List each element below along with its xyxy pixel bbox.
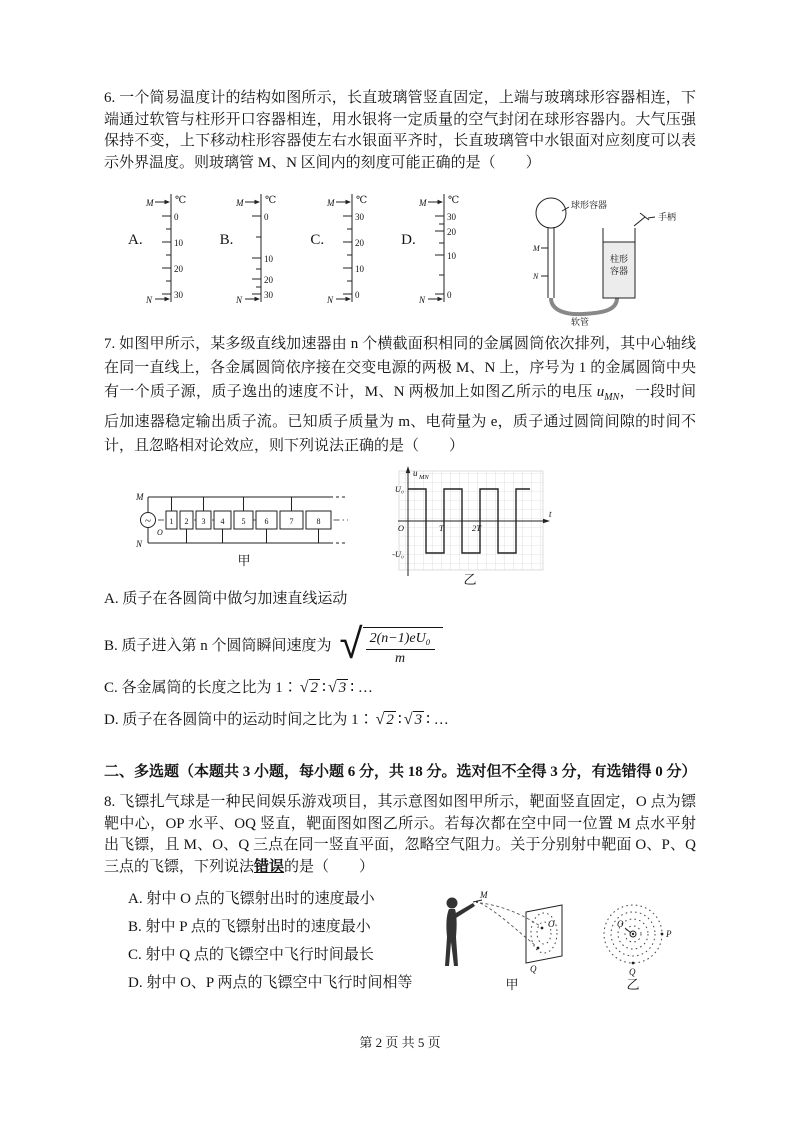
m-arrow: [255, 200, 261, 204]
q8-option-d-text: D. 射中 O、P 两点的飞镖空中飞行时间相等: [128, 975, 413, 991]
y-axis-subscript: MN: [419, 474, 429, 481]
cylinders: [166, 511, 331, 529]
wire-n-label: N: [136, 539, 143, 549]
q7-stem-text-2: ，一段时间后加速器稳定输出质子流。已知质子质量为 m、电荷量为 e，质子通过圆筒间隙的时间不计，且忽略相对论效应，则下列说法正确的是（ ）: [104, 384, 696, 454]
radical-sign: √: [327, 679, 337, 696]
radicand: 2: [310, 680, 319, 696]
cylinder-number-6: 6: [264, 517, 269, 526]
m-arrow: [164, 200, 170, 204]
period-t-label: T: [439, 523, 444, 533]
cylinder-number-2: 2: [184, 517, 189, 526]
q8-option-a: [128, 888, 418, 910]
sqrt-2: [300, 677, 320, 699]
question-7-stem: [104, 332, 696, 458]
target-p-label: P: [666, 929, 672, 939]
trajectory-to-o: [480, 903, 540, 926]
q7-option-a: [104, 588, 696, 610]
target-q-dot: [632, 962, 635, 965]
sqrt-3: [404, 709, 424, 731]
thermometer-scale-c: [326, 186, 390, 308]
dart-game-figures: [430, 890, 692, 995]
question-8-options-and-figures: [104, 888, 696, 1000]
q8-option-b: [128, 916, 418, 938]
fraction-numerator: 2(n−1)eU₀: [366, 631, 435, 650]
radical-sign: √: [299, 679, 309, 696]
radical-sign: √: [403, 711, 413, 728]
q8-option-c-text: C. 射中 Q 点的飞镖空中飞行时间最长: [128, 947, 374, 963]
thermometer-scale-b: [235, 186, 299, 308]
tick-label: 30: [264, 290, 274, 300]
tick-label: 30: [355, 212, 365, 222]
question-7-options: [104, 588, 696, 741]
radicand: 2: [386, 712, 394, 728]
n-label: N: [418, 295, 425, 305]
n-label: N: [145, 295, 152, 305]
q7-option-b-text: B. 质子进入第 n 个圆筒瞬间速度为: [104, 638, 332, 654]
sqrt-3: [328, 677, 348, 699]
apparatus-outline: [536, 198, 569, 298]
figure-caption-jia: 甲: [505, 977, 519, 992]
ac-tilde: ~: [145, 515, 151, 527]
cylinder-label-line1: 柱形: [610, 254, 629, 264]
y-axis-arrow: [406, 466, 410, 473]
voltage-subscript: MN: [604, 392, 620, 403]
tick-label: 20: [264, 275, 274, 285]
n-arrow: [255, 297, 261, 301]
q7-option-c-text: C. 各金属筒的长度之比为 1∶: [104, 680, 298, 696]
u0-label: U₀: [394, 484, 404, 494]
m-label: M: [418, 198, 427, 208]
unit-label: ℃: [174, 195, 186, 206]
cylinder-number-3: 3: [201, 517, 206, 526]
sqrt-expression: [339, 619, 443, 669]
target-p-dot: [661, 933, 664, 936]
fraction-denominator: m: [395, 651, 406, 666]
tick-label: 20: [173, 264, 183, 274]
cylinder-number-5: 5: [241, 517, 246, 526]
scale-ticks: [336, 194, 352, 302]
launch-point-m-label: M: [480, 890, 488, 900]
option-c-label: C.: [310, 232, 325, 248]
n-label: N: [327, 295, 334, 305]
q8-option-a-text: A. 射中 O 点的飞镖射出时的速度最小: [128, 891, 375, 907]
t-axis-arrow: [543, 519, 550, 523]
radical-sign: √: [375, 711, 385, 728]
m-label: M: [145, 198, 154, 208]
unit-label: ℃: [447, 195, 459, 206]
origin-label: O: [157, 528, 163, 537]
y-axis-label: u: [413, 468, 418, 478]
tick-label: 10: [355, 264, 365, 274]
m-label: M: [327, 198, 335, 208]
radicand: 3: [414, 712, 423, 728]
tick-label: 0: [173, 212, 179, 222]
target-o-label: O: [617, 919, 624, 929]
cylinder-number-8: 8: [316, 517, 321, 526]
q6-option-a: [128, 186, 209, 308]
figure-caption-jia: 甲: [237, 553, 251, 568]
cylinder-number-7: 7: [289, 517, 294, 526]
m-arrow: [346, 200, 352, 204]
tick-label: 20: [355, 238, 365, 248]
q7-option-d: [104, 709, 696, 731]
tick-label: 10: [173, 238, 183, 248]
accelerator-figure: [134, 480, 354, 568]
q7-stem-text-1: 7. 如图甲所示，某多级直线加速器由 n 个横截面积相同的金属圆筒依次排列，其中心轴线在同一直线上，各金属圆筒依序接在交变电源的两极 M、N 上，序号为 1 的金属圆筒中央有一个质子源，质子逸出的速度不计，M、N 两极加上如图乙所示的电压: [104, 336, 696, 400]
tube-n-label: N: [533, 272, 539, 281]
tick-label: 0: [264, 212, 269, 222]
period-2t-label: 2T: [472, 523, 481, 533]
q8-emphasis-wrong: 错误: [254, 858, 285, 875]
o-leader-line: [625, 928, 631, 933]
graph-origin-label: O: [397, 523, 404, 533]
n-arrow: [346, 297, 352, 301]
q8-option-c: [128, 944, 418, 966]
figure-caption-yi: 乙: [463, 572, 477, 586]
q8-stem-text-1: 8. 飞镖扎气球是一种民间娱乐游戏项目，其示意图如图甲所示，靶面竖直固定，O 点为镖靶中心，OP 水平、OQ 竖直，靶面图如图乙所示。若每次都在空中同一位置 M 点水平射出飞镖，且 M、O、Q 三点在同一竖直平面，忽略空气阻力。关于分别射中靶面 O、P、Q 三点的飞镖，下列说法: [104, 794, 696, 875]
target-center-dot: [632, 933, 634, 935]
question-6-figures: [104, 186, 696, 328]
section-2-header: 二、多选题（本题共 3 小题，每小题 6 分，共 18 分。选对但不全得 3 分，有选错得 0 分）: [104, 764, 697, 780]
option-b-label: B.: [219, 232, 234, 248]
tube-m-label: M: [533, 244, 540, 253]
q8-option-d: [128, 972, 418, 994]
tick-label: 0: [446, 290, 452, 300]
point-o-dot: [541, 927, 544, 930]
cylinder-number-4: 4: [220, 517, 225, 526]
q6-option-c: [310, 186, 390, 308]
radicand: [363, 627, 443, 668]
q8-option-b-text: B. 射中 P 点的飞镖射出时的速度最小: [128, 919, 371, 935]
scale-ticks: [155, 194, 171, 302]
tick-label: 0: [355, 290, 360, 300]
scale-ticks: [245, 194, 261, 302]
thermometer-scale-d: [418, 186, 482, 308]
cylinder-label-line2: 容器: [610, 266, 629, 276]
q6-option-d: [401, 186, 482, 308]
question-7-figures: [104, 464, 696, 586]
radicand: 3: [338, 680, 347, 696]
tick-label: 30: [446, 212, 456, 222]
point-o-label: O: [548, 919, 555, 929]
q7-option-b: [104, 620, 696, 672]
thermometer-scale-a: [145, 186, 209, 308]
option-a-label: A.: [128, 232, 143, 248]
point-q-label: Q: [530, 964, 537, 974]
q6-option-b: [220, 186, 300, 308]
neg-u0-label: -U₀: [392, 549, 404, 559]
launch-point: [476, 901, 478, 903]
ratio-ellipsis: ∶ …: [426, 712, 449, 728]
n-arrow: [164, 297, 170, 301]
voltage-variable: u: [596, 384, 605, 400]
question-8-stem: [104, 792, 696, 878]
target-q-label: Q: [629, 967, 636, 977]
tick-label: 30: [173, 290, 183, 300]
person-figure: [445, 898, 475, 967]
soft-tube: [551, 298, 617, 314]
scale-ticks: [428, 194, 444, 302]
cylinder-number-1: 1: [169, 517, 174, 526]
ratio-separator: ∶: [322, 680, 326, 696]
thermometer-apparatus-figure: [521, 186, 696, 328]
voltage-graph-figure: [378, 464, 558, 586]
ratio-ellipsis: ∶ …: [350, 680, 373, 696]
question-6-stem: 6. 一个简易温度计的结构如图所示，长直玻璃管竖直固定，上端与玻璃球形容器相连，下端通过软管与柱形开口容器相连，用水银将一定质量的空气封闭在球形容器内。大气压强保持不变，上下移动柱形容器使左右水银面平齐时，长直玻璃管中水银面对应刻度可以表示外界温度。则玻璃管 M、N 区间内的刻度可能正确的是（ ）: [104, 90, 696, 171]
unit-label: ℃: [265, 195, 277, 206]
tick-label: 10: [264, 254, 274, 264]
q8-stem-text-2: 的是（ ）: [284, 858, 375, 875]
hose-label: 软管: [571, 317, 590, 327]
unit-label: ℃: [356, 195, 368, 206]
n-arrow: [437, 297, 443, 301]
tick-label: 10: [446, 251, 456, 261]
tick-label: 20: [446, 227, 456, 237]
question-8-options: [104, 888, 418, 1000]
point-q-dot: [537, 947, 540, 950]
n-label: N: [236, 295, 243, 305]
figure-caption-yi: 乙: [626, 977, 640, 992]
sphere-label: 球形容器: [571, 200, 608, 210]
radical-sign: √: [339, 619, 363, 669]
q7-option-a-text: A. 质子在各圆筒中做匀加速直线运动: [104, 591, 348, 607]
ratio-separator: ∶: [397, 712, 402, 728]
q7-option-d-text: D. 质子在各圆筒中的运动时间之比为 1∶: [104, 712, 374, 728]
q7-option-c: [104, 677, 696, 699]
page-footer: 第 2 页 共 5 页: [359, 1035, 441, 1050]
wire-m-label: M: [136, 492, 144, 502]
option-d-label: D.: [401, 232, 416, 248]
sqrt-2: [376, 709, 396, 731]
m-arrow: [437, 200, 443, 204]
m-label: M: [236, 198, 244, 208]
fraction: [366, 631, 435, 668]
handle-label: 手柄: [658, 212, 677, 222]
t-axis-label: t: [549, 509, 552, 519]
